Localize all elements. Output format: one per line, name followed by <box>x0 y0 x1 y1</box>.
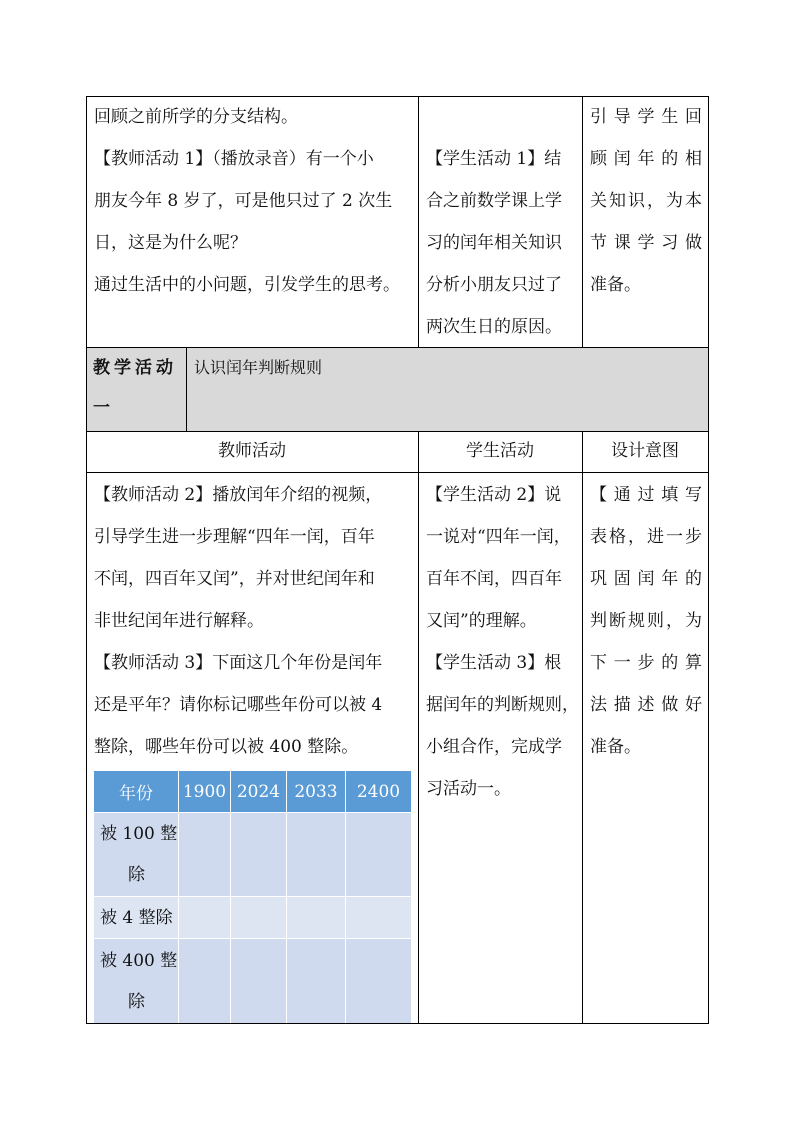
row0-teacher-line: 日，这是为什么呢？ <box>94 233 247 253</box>
table-border <box>86 347 709 348</box>
activity-name: 认识闰年判断规则 <box>194 358 323 377</box>
year-table-cell[interactable] <box>287 813 345 896</box>
row2-design-line: 【通过填写 <box>590 485 702 505</box>
year-table-header-cell: 年份 <box>94 771 178 812</box>
table-border <box>418 96 419 347</box>
row2-design-line: 下一步的算 <box>590 653 702 673</box>
year-table-cell[interactable] <box>346 897 411 938</box>
year-table-cell[interactable] <box>231 813 286 896</box>
row2-design-line: 巩固闰年的 <box>590 569 702 589</box>
row2-design-line: 法描述做好 <box>590 695 702 715</box>
row2-teacher-line: 还是平年？请你标记哪些年份可以被 4 <box>94 695 383 715</box>
table-border <box>418 431 419 1024</box>
row0-student-line: 习的闰年相关知识 <box>426 233 562 253</box>
year-table-cell[interactable] <box>287 897 345 938</box>
row2-student-line: 百年不闰，四百年 <box>426 569 562 589</box>
year-table-header-cell: 1900 <box>179 771 230 812</box>
row2-student-line: 小组合作，完成学 <box>426 737 562 757</box>
year-table-cell[interactable] <box>346 813 411 896</box>
row0-design-line: 关知识，为本 <box>590 191 702 211</box>
row0-student-line: 【学生活动 1】结 <box>426 149 562 169</box>
row2-student-line: 【学生活动 2】说 <box>426 485 562 505</box>
year-table-cell[interactable] <box>346 939 411 1023</box>
table-border <box>86 472 709 473</box>
row0-design-line: 准备。 <box>590 275 641 295</box>
year-table-header-cell: 2400 <box>346 771 411 812</box>
row2-teacher-line: 不闰，四百年又闰”，并对世纪闰年和 <box>94 569 375 589</box>
table-border-right <box>708 96 709 1024</box>
row0-design-line: 节课学习做 <box>590 233 702 253</box>
year-table-cell[interactable] <box>179 939 230 1023</box>
row2-student-line: 习活动一。 <box>426 779 511 799</box>
year-table-cell[interactable] <box>287 939 345 1023</box>
row2-design-line: 表格，进一步 <box>590 527 702 547</box>
header-student-activity: 学生活动 <box>466 441 534 461</box>
row0-teacher-line: 通过生活中的小问题，引发学生的思考。 <box>94 275 400 295</box>
row2-student-line: 又闰”的理解。 <box>426 611 537 631</box>
row2-teacher-line: 引导学生进一步理解“四年一闰，百年 <box>94 527 375 547</box>
row2-design-line: 准备。 <box>590 737 641 757</box>
year-table-cell[interactable] <box>179 813 230 896</box>
year-table-row-label: 被 400 整 <box>100 951 178 971</box>
table-border-left <box>86 96 87 1024</box>
row0-teacher-line: 【教师活动 1】（播放录音）有一个小 <box>94 149 374 169</box>
year-table-row-label: 除 <box>128 992 145 1012</box>
year-table-row-label: 除 <box>128 865 145 885</box>
row0-student-line: 合之前数学课上学 <box>426 191 562 211</box>
activity-title: 教学活动 <box>93 358 177 378</box>
year-table-cell[interactable] <box>231 939 286 1023</box>
row2-teacher-line: 整除，哪些年份可以被 400 整除。 <box>94 737 359 757</box>
year-table-cell[interactable] <box>179 897 230 938</box>
activity-row-background <box>86 347 708 431</box>
row2-teacher-line: 非世纪闰年进行解释。 <box>94 611 264 631</box>
row2-design-line: 判断规则，为 <box>590 611 702 631</box>
row0-design-line: 引导学生回 <box>590 107 702 127</box>
year-table-header-cell: 2024 <box>231 771 286 812</box>
row2-student-line: 【学生活动 3】根 <box>426 653 562 673</box>
activity-title-line2: 一 <box>93 398 114 418</box>
row0-teacher-line: 回顾之前所学的分支结构。 <box>94 107 298 127</box>
row2-teacher-line: 【教师活动 3】下面这几个年份是闰年 <box>94 653 383 673</box>
row0-student-line: 两次生日的原因。 <box>426 317 562 337</box>
table-border <box>582 96 583 347</box>
table-border <box>582 431 583 1024</box>
row2-teacher-line: 【教师活动 2】播放闰年介绍的视频， <box>94 485 383 505</box>
row2-student-line: 据闰年的判断规则， <box>426 695 579 715</box>
year-table-cell[interactable] <box>231 897 286 938</box>
year-table-header-cell: 2033 <box>287 771 345 812</box>
header-teacher-activity: 教师活动 <box>218 441 286 461</box>
year-table-row-label: 被 4 整除 <box>100 908 173 928</box>
table-border <box>186 347 187 431</box>
table-border-bottom <box>86 1023 709 1024</box>
row2-student-line: 一说对“四年一闰， <box>426 527 571 547</box>
row0-design-line: 顾闰年的相 <box>590 149 702 169</box>
row0-student-line: 分析小朋友只过了 <box>426 275 562 295</box>
row0-teacher-line: 朋友今年 8 岁了，可是他只过了 2 次生 <box>94 191 393 211</box>
header-design-intent: 设计意图 <box>611 441 679 461</box>
year-table-row-label: 被 100 整 <box>100 824 178 844</box>
